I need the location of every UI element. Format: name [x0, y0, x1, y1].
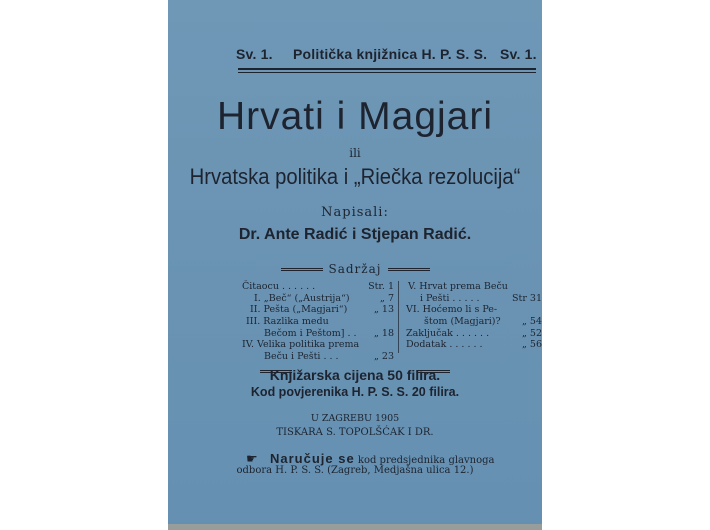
toc-entry-title: Bečom i Peštom] . . [264, 327, 357, 339]
toc-entry-title: i Pešti . . . . . [420, 292, 480, 304]
imprint-printer: TISKARA S. TOPOLŠĆAK I DR. [276, 427, 434, 438]
toc-entry [242, 328, 394, 340]
toc-entry-page: „ 52 [521, 327, 542, 339]
toc-right-column [406, 281, 542, 351]
subtitle: Hrvatska politika i „Riečka rezolucija“ [189, 164, 521, 189]
series-number-left: Sv. 1. [236, 46, 273, 62]
toc-column-divider [398, 281, 399, 353]
toc-entry-page: „ 18 [373, 327, 394, 339]
toc-entry-page: „ 7 [380, 292, 394, 304]
order-note-emphasis: Naručuje se [270, 451, 355, 466]
toc-entry-title: I. „Beč“ („Austrija“) [254, 292, 350, 304]
toc-entry-title: Zaključak . . . . . . [406, 327, 490, 339]
toc-entry-title: Beču i Pešti . . . [264, 351, 339, 363]
imprint-place-year: U ZAGREBU 1905 [310, 413, 400, 424]
written-by-label: Napisali: [321, 205, 389, 220]
toc-entry [406, 293, 542, 305]
series-name: Politička knjižnica H. P. S. S. [293, 46, 488, 62]
toc-entry-page: Str 31 [512, 292, 542, 304]
toc-entry [242, 293, 394, 305]
toc-entry [406, 316, 542, 328]
toc-entry-title: IV. Velika politika prema [242, 339, 360, 351]
toc-ornament-left [281, 268, 323, 271]
series-number-right: Sv. 1. [500, 46, 537, 62]
toc-entry-title: štom (Magjari)? [424, 316, 501, 328]
toc-entry-page: „ 54 [521, 316, 542, 328]
toc-entry-title: VI. Hoćemo li s Pe- [406, 304, 498, 316]
toc-entry [406, 281, 542, 293]
toc-ornament-right [388, 268, 430, 271]
toc-entry-title: II. Pešta („Magjari“) [250, 304, 348, 316]
toc-left-column [242, 281, 394, 363]
order-note-rest: kod predsjednika glavnoga [357, 455, 495, 466]
bookshop-price: Knjižarska cijena 50 filira. [269, 367, 441, 383]
title-connector: ili [349, 146, 361, 160]
agent-price: Kod povjerenika H. P. S. S. 20 filira. [250, 385, 460, 399]
toc-entry-page: „ 13 [373, 304, 394, 316]
toc-entry [242, 316, 394, 328]
booklet-cover [168, 0, 542, 530]
toc-entry [242, 339, 394, 351]
toc-entry-page: „ 56 [521, 339, 542, 351]
series-rule-top [238, 68, 536, 70]
pointing-hand-icon: ☛ [246, 452, 258, 467]
series-rule-bottom [238, 72, 536, 73]
toc-entry [406, 328, 542, 340]
toc-entry [242, 304, 394, 316]
toc-entry [406, 304, 542, 316]
toc-entry [242, 281, 394, 293]
toc-entry-page: Str. 1 [368, 281, 394, 292]
toc-entry-title: III. Razlika medu [246, 316, 329, 328]
toc-heading-text: Sadržaj [328, 262, 382, 276]
toc-entry-page: „ 23 [373, 351, 394, 363]
order-note-line1 [248, 451, 542, 466]
toc-entry-title: V. Hrvat prema Beču [408, 281, 508, 292]
main-title: Hrvati i Magjari [216, 95, 494, 138]
toc-entry [406, 339, 542, 351]
authors: Dr. Ante Radić i Stjepan Radić. [238, 226, 472, 243]
toc-entry-title: Dodatak . . . . . . [406, 339, 483, 351]
toc-entry-title: Čitaocu . . . . . . [242, 281, 316, 292]
toc-heading [168, 262, 542, 276]
order-note-line2: odbora H. P. S. S. (Zagreb, Medjašna ulica 12.) [236, 465, 474, 476]
toc-entry [242, 351, 394, 363]
